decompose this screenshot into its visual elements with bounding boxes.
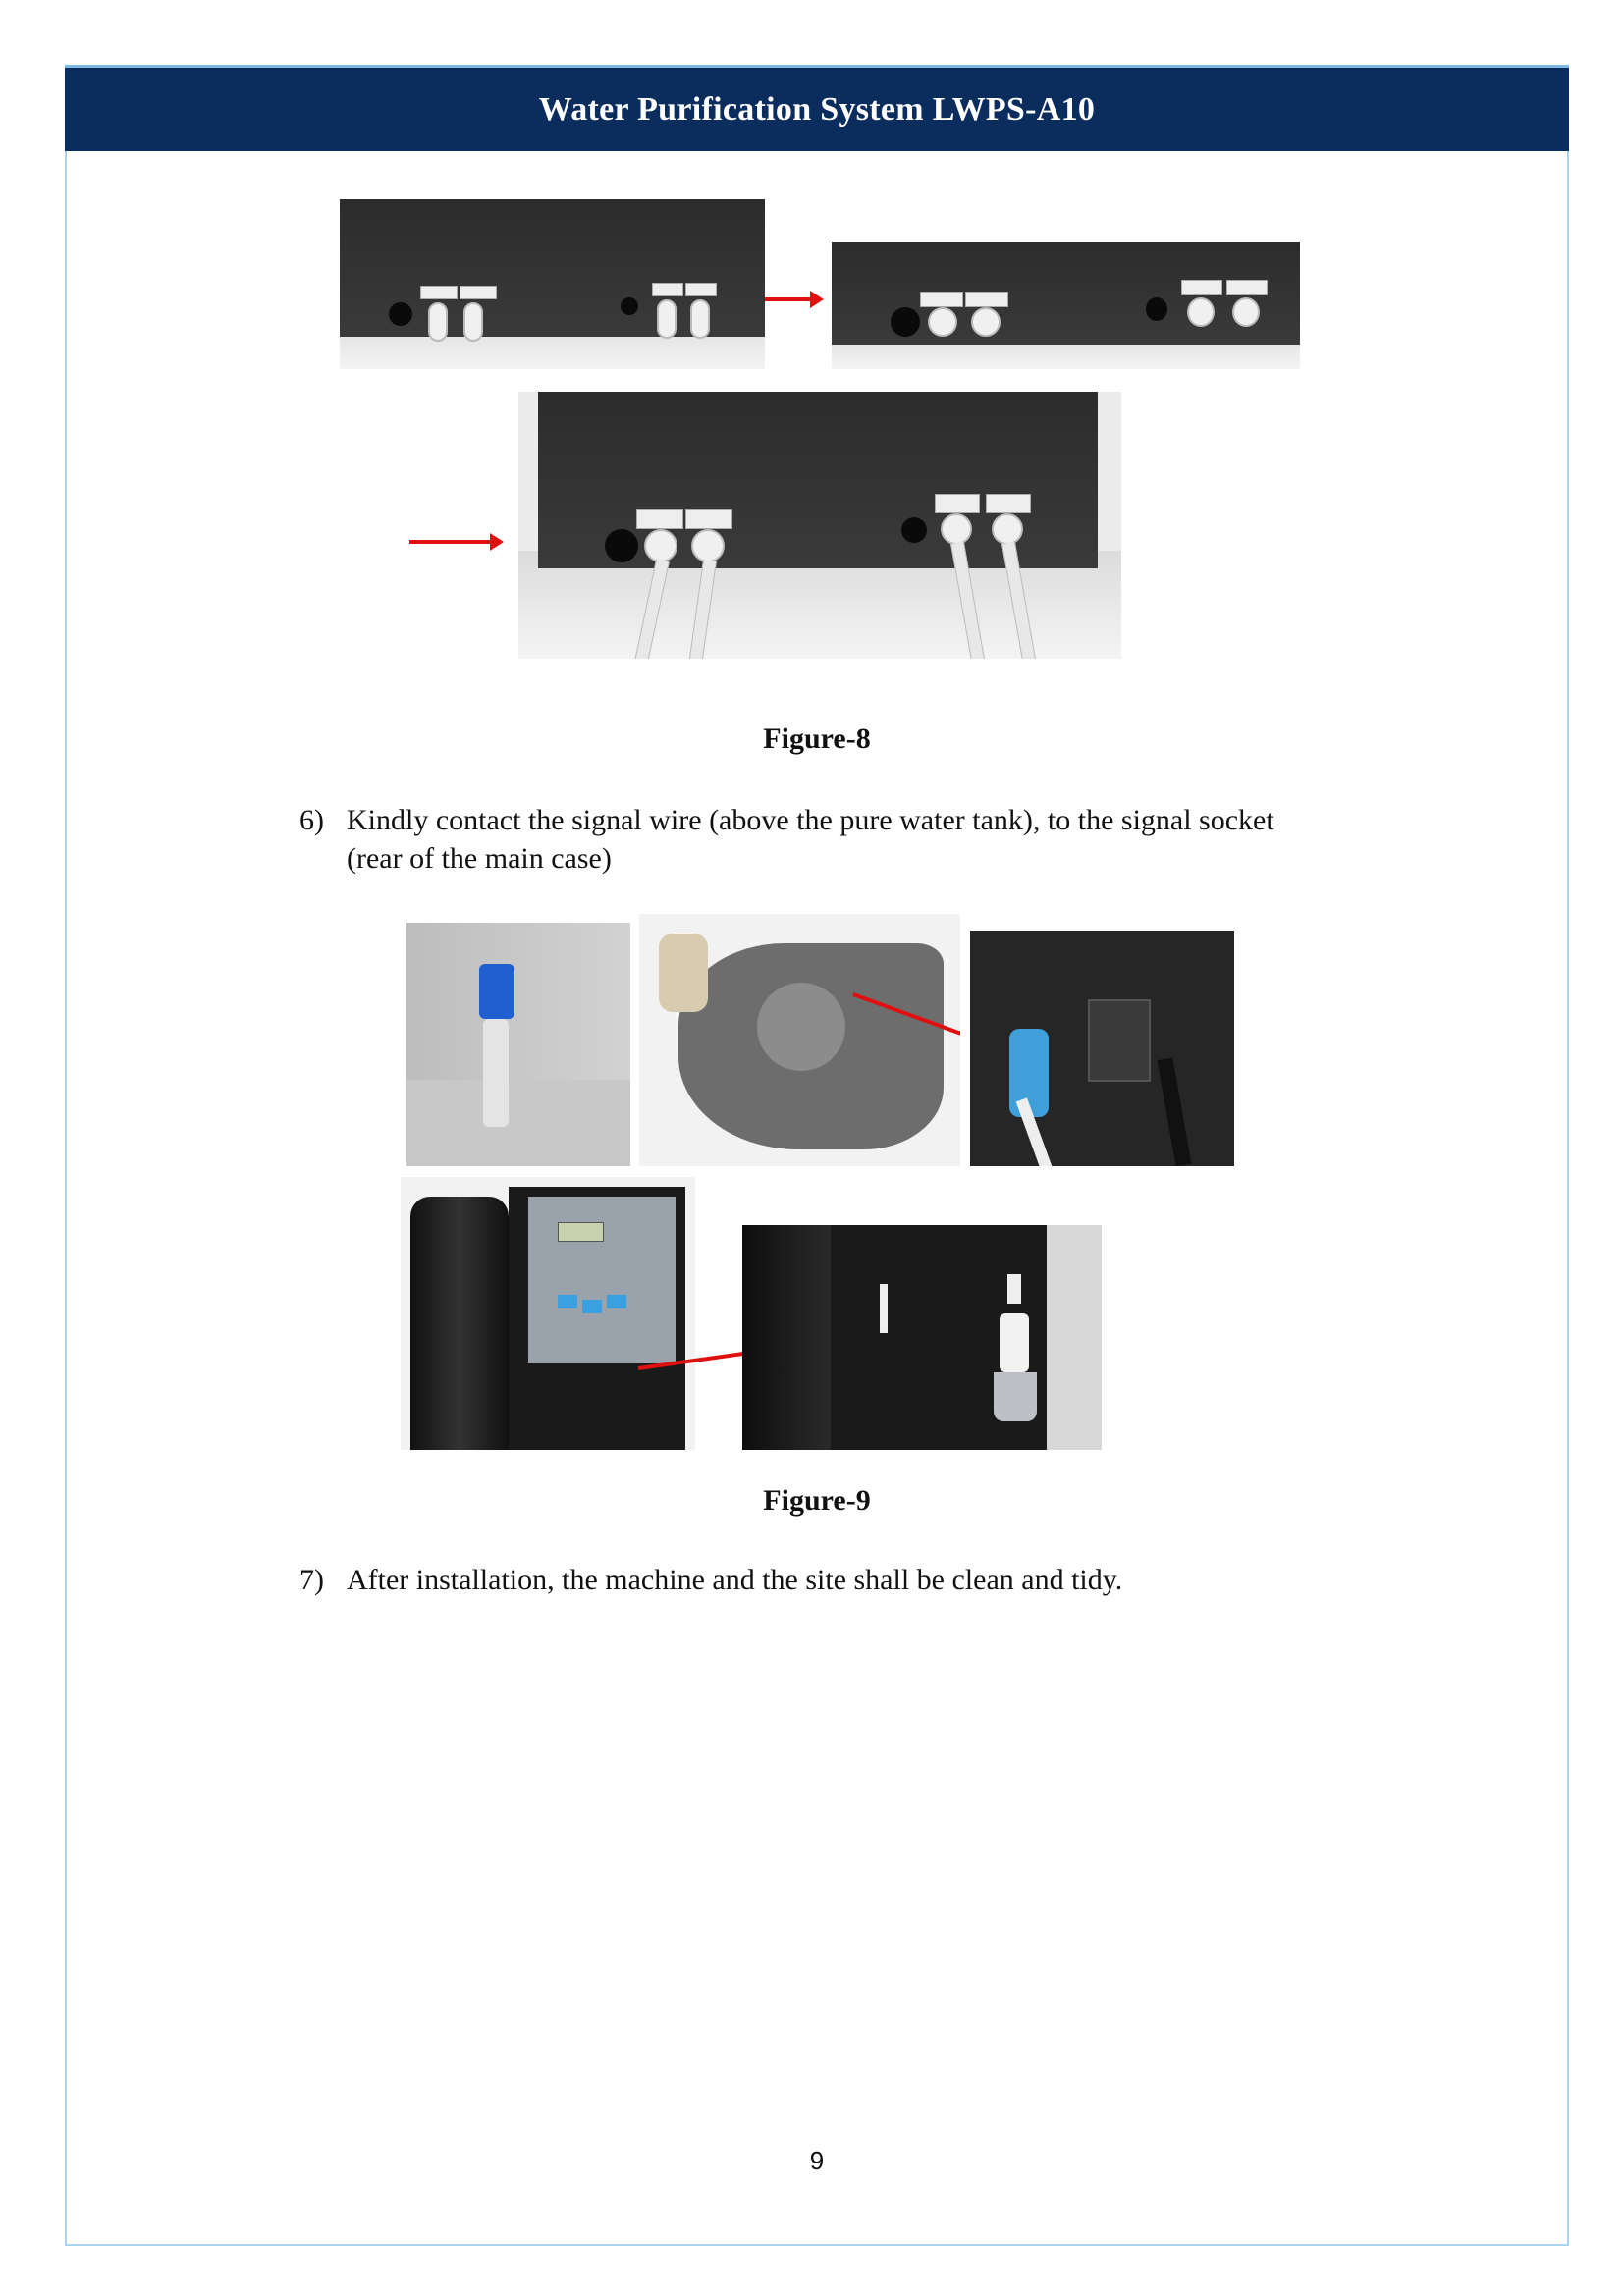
figure9-image-tank-tap — [406, 923, 630, 1166]
red-arrow-icon — [409, 540, 492, 544]
figure8-image-capped — [340, 199, 765, 369]
figure9-image-tank-top — [639, 914, 960, 1166]
figure9-image-main-unit — [401, 1177, 695, 1450]
step-number: 6) — [299, 804, 324, 836]
page-number: 9 — [809, 2146, 825, 2175]
red-arrow-icon — [765, 297, 812, 301]
page-header — [65, 65, 1569, 151]
step-7 — [299, 1561, 1478, 1600]
step-6 — [299, 801, 1478, 880]
figure8-caption: Figure-8 — [763, 722, 871, 755]
figure8-image-connected — [518, 392, 1121, 659]
figure9-caption: Figure-9 — [763, 1484, 871, 1517]
step-text-line: (rear of the main case) — [347, 842, 612, 875]
figure9-image-signal-socket — [970, 931, 1234, 1166]
figure8-image-uncapped — [832, 242, 1300, 369]
step-text-line: After installation, the machine and the site shall be clean and tidy. — [347, 1564, 1123, 1596]
step-number: 7) — [299, 1564, 324, 1596]
figure9-image-filter-outlet — [742, 1225, 1102, 1450]
document-title: Water Purification System LWPS-A10 — [538, 90, 1096, 128]
step-text-line: Kindly contact the signal wire (above the pure water tank), to the signal socket — [347, 804, 1274, 836]
